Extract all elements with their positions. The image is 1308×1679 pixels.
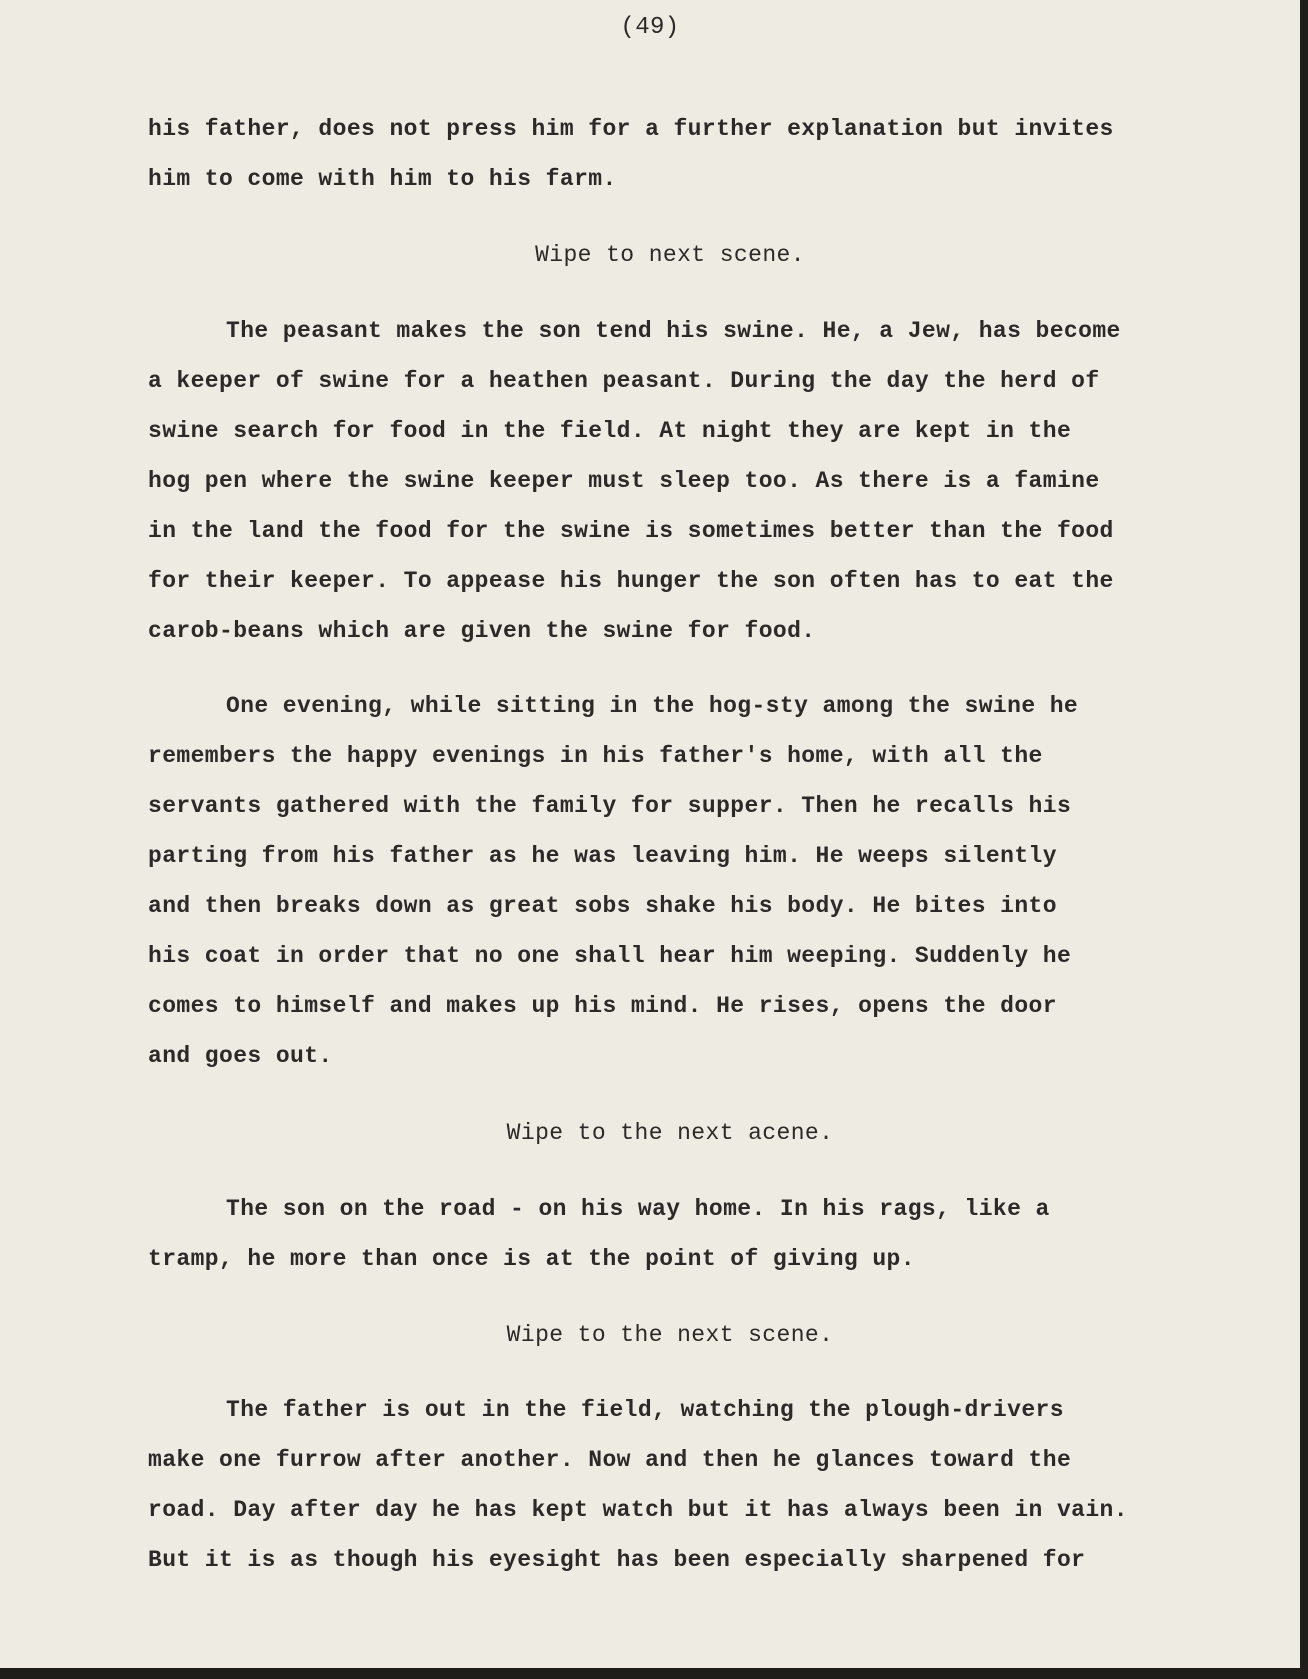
paragraph-line: comes to himself and makes up his mind. He rises, opens the door (148, 993, 1057, 1019)
paragraph-line: parting from his father as he was leaving him. He weeps silently (148, 843, 1057, 869)
paragraph-line: swine search for food in the field. At night they are kept in the (148, 418, 1072, 444)
paragraph-line: servants gathered with the family for supper. Then he recalls his (148, 793, 1072, 819)
page-number: (49) (620, 14, 680, 41)
scene-direction: Wipe to the next acene. (506, 1120, 834, 1146)
paragraph-line: The father is out in the field, watching the plough-drivers (226, 1397, 1064, 1423)
paragraph-line: a keeper of swine for a heathen peasant. During the day the herd of (148, 368, 1100, 394)
paragraph-line: him to come with him to his farm. (148, 166, 617, 192)
paragraph-line: carob-beans which are given the swine for food. (148, 618, 816, 644)
paragraph-line: tramp, he more than once is at the point of giving up. (148, 1246, 915, 1272)
paragraph-line: The peasant makes the son tend his swine. He, a Jew, has become (226, 318, 1121, 344)
paragraph-line: hog pen where the swine keeper must sleep too. As there is a famine (148, 468, 1100, 494)
paragraph-line: for their keeper. To appease his hunger the son often has to eat the (148, 568, 1114, 594)
paragraph-line: in the land the food for the swine is sometimes better than the food (148, 518, 1114, 544)
paragraph-line: and goes out. (148, 1043, 333, 1069)
paragraph-line: and then breaks down as great sobs shake his body. He bites into (148, 893, 1057, 919)
paragraph-line: The son on the road - on his way home. In his rags, like a (226, 1196, 1050, 1222)
scene-direction: Wipe to next scene. (535, 242, 805, 268)
paragraph-line: road. Day after day he has kept watch but it has always been in vain. (148, 1497, 1128, 1523)
paragraph-line: make one furrow after another. Now and then he glances toward the (148, 1447, 1072, 1473)
scan-border-right (1300, 0, 1308, 1679)
paragraph-line: But it is as though his eyesight has been especially sharpened for (148, 1547, 1086, 1573)
paragraph-line: his father, does not press him for a further explanation but invites (148, 116, 1114, 142)
paragraph-line: One evening, while sitting in the hog-sty among the swine he (226, 693, 1079, 719)
paragraph-line: remembers the happy evenings in his father's home, with all the (148, 743, 1043, 769)
paragraph-line: his coat in order that no one shall hear him weeping. Suddenly he (148, 943, 1072, 969)
scene-direction: Wipe to the next scene. (506, 1322, 834, 1348)
scan-border-bottom (0, 1668, 1308, 1679)
